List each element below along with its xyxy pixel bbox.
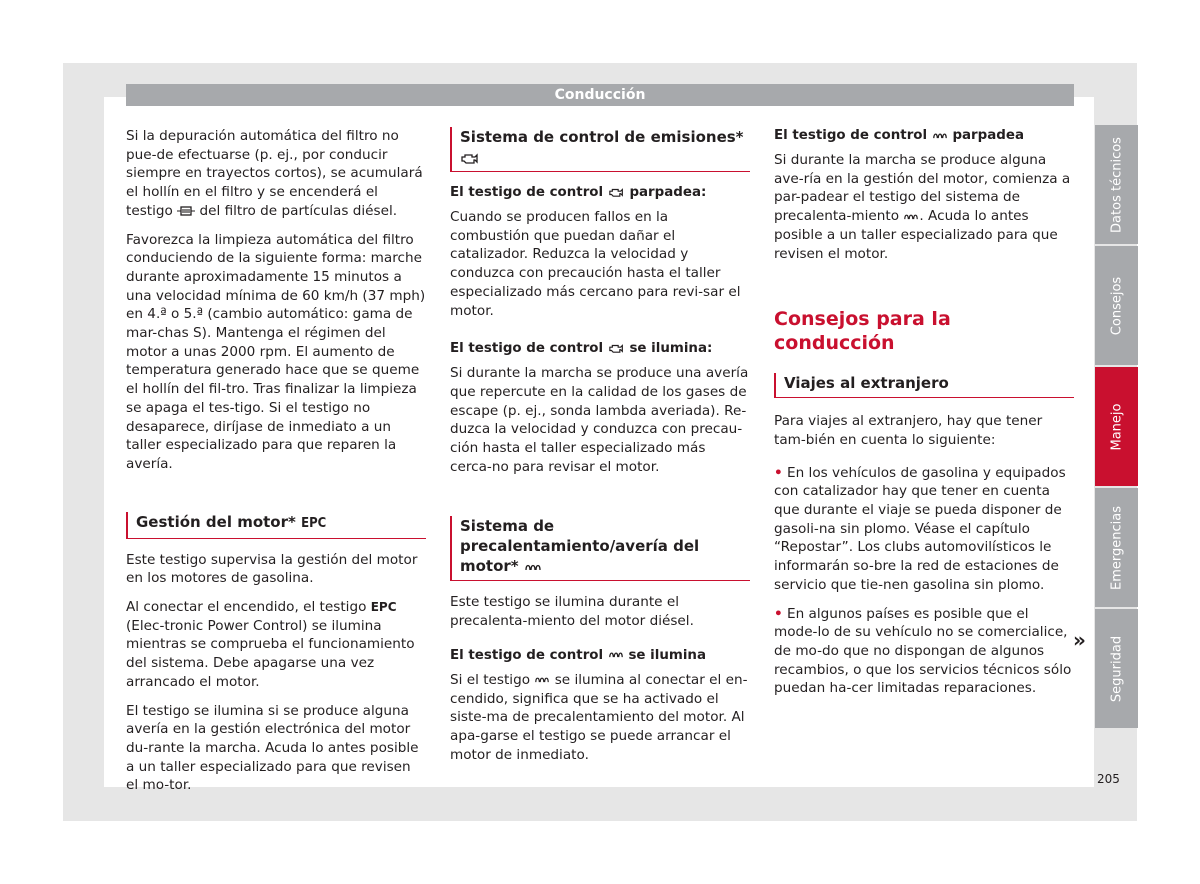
- engine-icon: [608, 187, 625, 197]
- paragraph: Al conectar el encendido, el testigo EPC (Elec-tronic Power Control) se ilumina mientras se comprueba el funcionamiento del sistema. Debe apagarse una vez arrancado el motor.: [126, 599, 415, 690]
- paragraph: Cuando se producen fallos en la combustión que puedan dañar el catalizador. Reduzca la velocidad y conduzca con precaución hasta el taller especializado más cercano para revi-sar el motor.: [450, 209, 741, 319]
- paragraph: Si la depuración automática del filtro no pue-de efectuarse (p. ej., por conducir siempre en trayectos cortos), se acumulará el hollín en el filtro y se encenderá el testigo del filtro de partículas diésel.: [126, 128, 423, 219]
- section-header: Conducción: [126, 84, 1074, 106]
- glow-plug-icon: [524, 562, 542, 572]
- engine-icon: [460, 152, 480, 164]
- paragraph: Este testigo supervisa la gestión del motor en los motores de gasolina.: [126, 551, 418, 587]
- bullet-icon: •: [774, 464, 783, 481]
- subheading: El testigo de control parpadea:: [450, 185, 707, 200]
- paragraph: Si el testigo se ilumina al conectar el en-cendido, significa que se ha activado el siste-ma de precalentamiento del motor. Al apa-garse el testigo se puede arrancar el motor de inmediato.: [450, 671, 748, 763]
- bullet-item: • En algunos países es posible que el mode-lo de su vehículo no se comercialice, de mo-do que no dispongan de algunos recambios, o que los servicios técnicos sólo puedan ha-cer limitadas reparaciones.: [774, 605, 1072, 697]
- tab-seguridad[interactable]: Seguridad: [1095, 609, 1138, 728]
- subheading: El testigo de control parpadea: [774, 128, 1024, 143]
- glow-plug-icon: [903, 212, 919, 221]
- bullet-item: • En los vehículos de gasolina y equipados con catalizador hay que tener en cuenta que durante el viaje se pueda disponer de gasoli-na sin plomo. Véase el capítulo “Repostar”. Los clubs automovilísticos le informarán so-bre la red de estaciones de servicio que tie-nen gasolina sin plomo.: [774, 464, 1066, 593]
- section-title-travel: Viajes al extranjero: [774, 373, 1074, 398]
- page-number: 205: [1097, 772, 1120, 786]
- glow-plug-icon: [608, 650, 624, 659]
- section-title-preheating: Sistema de precalentamiento/avería del motor*: [450, 516, 750, 581]
- tab-datos-tecnicos[interactable]: Datos técnicos: [1095, 125, 1138, 244]
- tab-consejos[interactable]: Consejos: [1095, 246, 1138, 365]
- paragraph: Si durante la marcha se produce alguna ave-ría en la gestión del motor, comienza a par-padear el testigo del sistema de precalenta-miento . Acuda lo antes posible a un taller especializado para que revisen el motor.: [774, 152, 1071, 262]
- column-1: [126, 127, 426, 805]
- column-2: [450, 127, 750, 774]
- tab-manejo[interactable]: Manejo: [1095, 367, 1138, 486]
- paragraph: Para viajes al extranjero, hay que tener tam-bién en cuenta lo siguiente:: [774, 413, 1043, 448]
- diesel-filter-icon: [177, 206, 195, 216]
- section-title-emissions: Sistema de control de emisiones*: [450, 127, 750, 172]
- paragraph: Este testigo se ilumina durante el precalenta-miento del motor diésel.: [450, 594, 694, 630]
- glow-plug-icon: [932, 131, 948, 140]
- epc-icon: EPC: [370, 600, 397, 615]
- epc-icon: EPC: [301, 515, 327, 531]
- tab-emergencias[interactable]: Emergencias: [1095, 488, 1138, 607]
- chapter-title: Consejos para la conducción: [774, 308, 951, 355]
- subheading: El testigo de control se ilumina:: [450, 341, 713, 357]
- paragraph: Si durante la marcha se produce una avería que repercute en la calidad de los gases de escape (p. ej., sonda lambda averiada). Re-duzca la velocidad y conduzca con precau-ción hasta el taller especializado más cerca-no para revisar el motor.: [450, 365, 749, 475]
- continue-arrow-icon: »: [1073, 628, 1086, 652]
- column-3: [774, 127, 1074, 708]
- engine-icon: [608, 343, 625, 353]
- subheading: El testigo de control se ilumina: [450, 647, 706, 663]
- glow-plug-icon: [534, 675, 550, 684]
- section-title-engine: Gestión del motor* EPC: [126, 512, 426, 539]
- paragraph: Favorezca la limpieza automática del filtro conduciendo de la siguiente forma: marche durante aproximadamente 15 minutos a una velocidad mínima de 60 km/h (37 mph) en 4.ª o 5.ª (cambio automático: gama de mar-chas S). Mantenga el régimen del motor a unas 2000 rpm. El aumento de temperatura generado hace que se queme el hollín del fil-tro. Tras finalizar la limpieza se apaga el tes-tigo. Si el testigo no desaparece, diríjase de inmediato a un taller especializado para que reparen la avería.: [126, 231, 426, 472]
- paragraph: El testigo se ilumina si se produce alguna avería en la gestión electrónica del motor du-rante la marcha. Acuda lo antes posible a un taller especializado para que revisen el mo-tor.: [126, 702, 419, 794]
- bullet-icon: •: [774, 605, 783, 622]
